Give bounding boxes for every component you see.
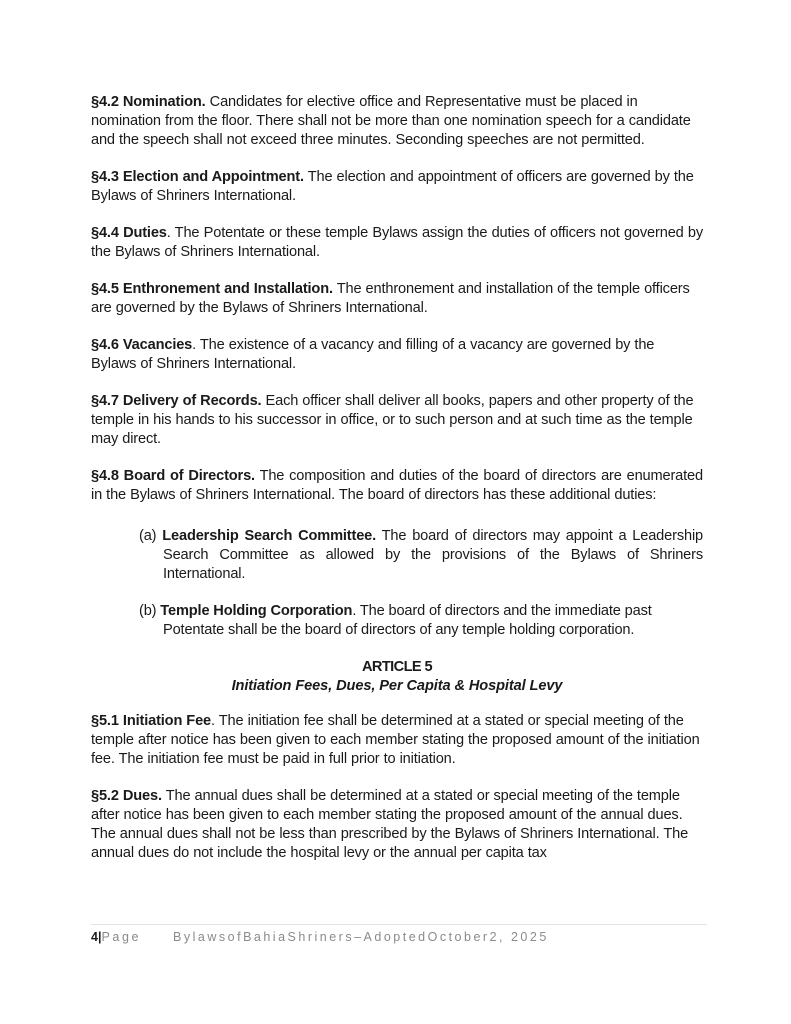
subsection-a — [91, 527, 703, 584]
section-4-4 — [91, 224, 703, 262]
subsection-heading: Leadership Search Committee. — [162, 528, 377, 544]
section-4-3 — [91, 168, 703, 206]
subsection-heading: Temple Holding Corporation — [160, 603, 353, 619]
section-4-6 — [91, 336, 703, 374]
section-body: Each officer shall deliver all books, papers and other property of the temple in his hands to his successor in office, or to such person and at such time as the temple may direct. — [91, 393, 694, 447]
section-heading: §4.5 Enthronement and Installation. — [91, 281, 333, 297]
page-footer — [91, 924, 707, 945]
subsection-marker: (b) — [139, 603, 161, 619]
section-body: Candidates for elective office and Representative must be placed in nomination from the floor. There shall not be more than one nomination speech for a candidate and the speech shall not exceed three minutes. Seconding speeches are not permitted. — [91, 94, 691, 148]
section-heading: §5.2 Dues. — [91, 788, 162, 804]
section-heading: §4.3 Election and Appointment. — [91, 169, 304, 185]
footer-document-title: BylawsofBahiaShriners–AdoptedOctober2, 2025 — [173, 930, 549, 944]
subsection-b — [91, 602, 703, 640]
article-title: Initiation Fees, Dues, Per Capita & Hospital Levy — [231, 678, 563, 694]
section-heading: §4.7 Delivery of Records. — [91, 393, 262, 409]
article-number: ARTICLE 5 — [361, 659, 432, 675]
section-4-5 — [91, 280, 703, 318]
section-5-1 — [91, 712, 703, 769]
page-content — [91, 93, 703, 881]
page-label: Page — [101, 930, 142, 944]
section-5-2 — [91, 787, 703, 863]
section-4-7 — [91, 392, 703, 449]
section-body: The annual dues shall be determined at a stated or special meeting of the temple after notice has been given to each member stating the proposed amount of the annual dues. The annual dues shall not be less than prescribed by the Bylaws of Shriners International. The annual dues do not include the hospital levy or the annual per capita tax — [91, 788, 689, 861]
subsection-marker: (a) — [139, 528, 163, 544]
section-body: The enthronement and installation of the temple officers are governed by the Bylaws of Shriners International. — [91, 281, 690, 316]
section-4-8 — [91, 467, 703, 505]
section-heading: §4.4 Duties — [91, 225, 167, 241]
footer-separator: | — [97, 930, 102, 944]
section-heading: §4.8 Board of Directors. — [91, 468, 255, 484]
section-body: . The existence of a vacancy and filling of a vacancy are governed by the Bylaws of Shriners International. — [91, 337, 655, 372]
subsection-body: The board of directors may appoint a Leadership Search Committee as allowed by the provisions of the Bylaws of Shriners International. — [163, 528, 703, 582]
section-body: . The Potentate or these temple Bylaws assign the duties of officers not governed by the Bylaws of Shriners International. — [91, 225, 704, 260]
subsection-body: . The board of directors and the immediate past Potentate shall be the board of directors of any temple holding corporation. — [163, 603, 652, 638]
section-heading: §4.6 Vacancies — [91, 337, 193, 353]
section-body: The election and appointment of officers are governed by the Bylaws of Shriners International. — [91, 169, 694, 204]
section-body: . The initiation fee shall be determined at a stated or special meeting of the temple after notice has been given to each member stating the proposed amount of the initiation fee. The initiation fee must be paid in full prior to initiation. — [91, 713, 700, 767]
section-heading: §5.1 Initiation Fee — [91, 713, 212, 729]
section-heading: §4.2 Nomination. — [91, 94, 206, 110]
article-heading — [91, 658, 703, 696]
section-body: The composition and duties of the board of directors are enumerated in the Bylaws of Shriners International. The board of directors has these additional duties: — [91, 468, 703, 503]
section-4-2 — [91, 93, 703, 150]
page-number: 4 — [91, 930, 98, 944]
